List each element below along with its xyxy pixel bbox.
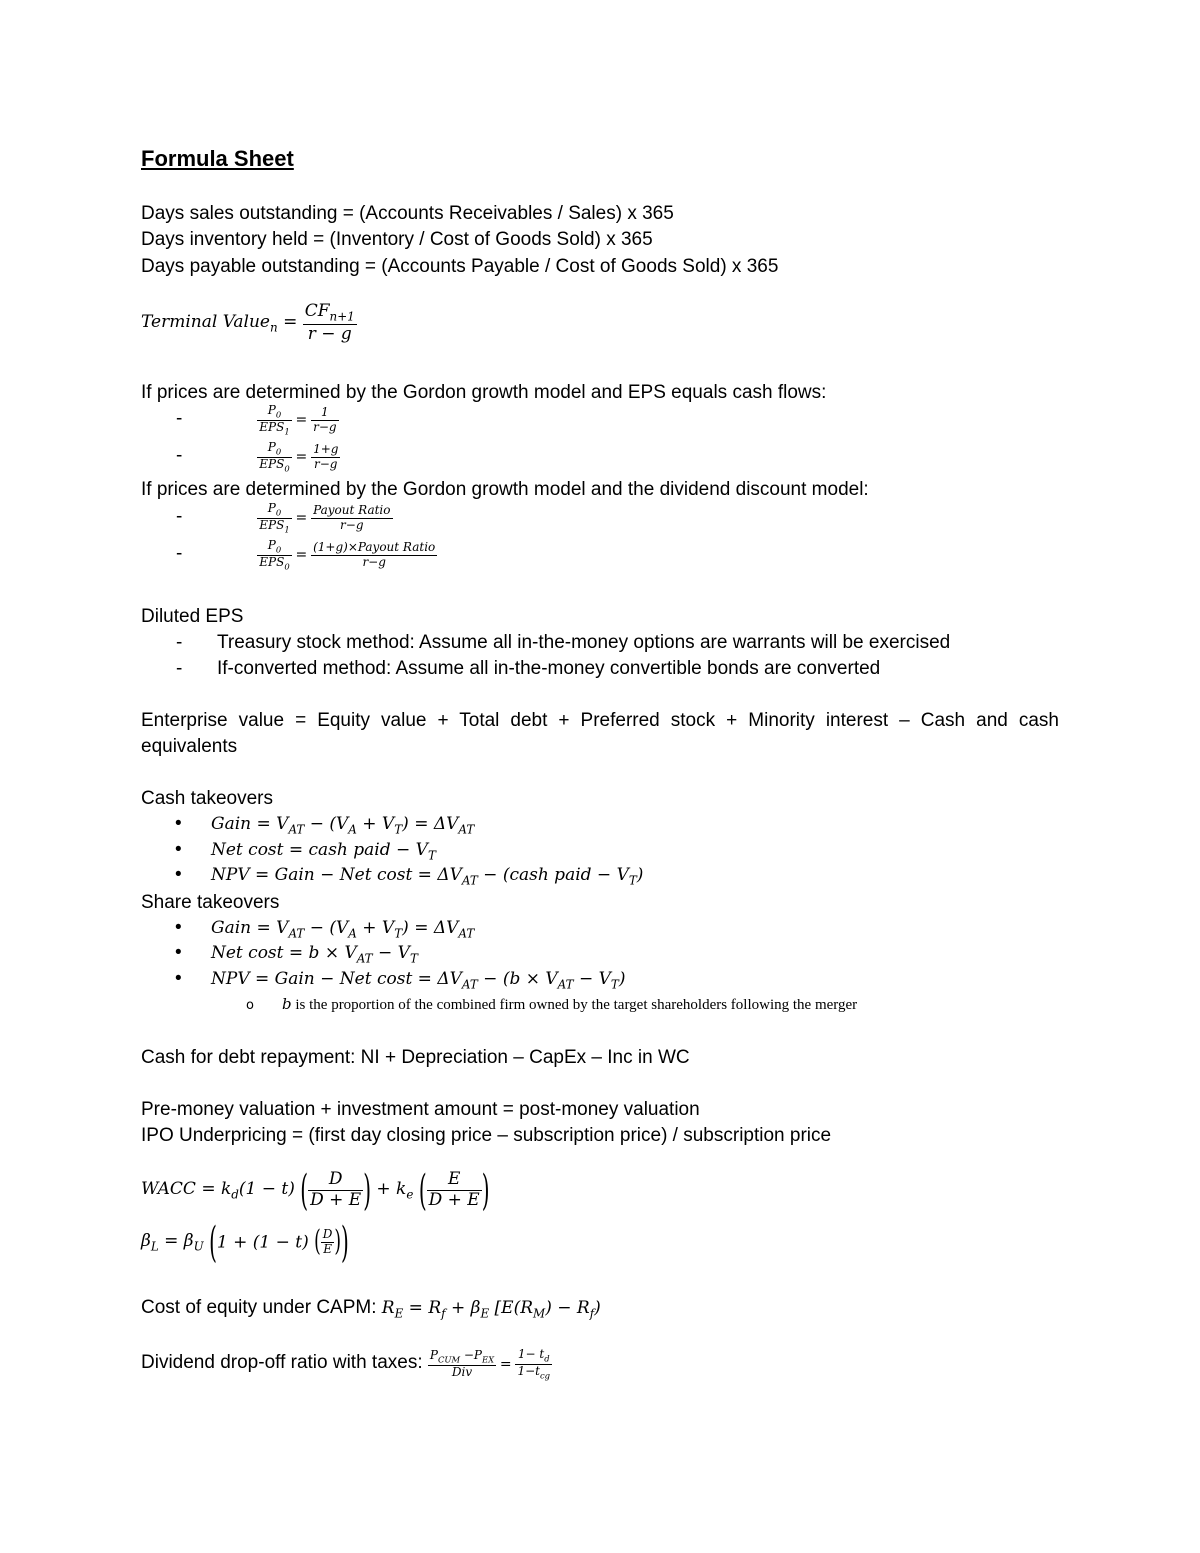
cash-gain-formula: • Gain = $V_{AT} - (V_A + V_T) = \Delta V_{AT}$ [141,813,474,836]
diluted-eps-heading: Diluted EPS [141,606,244,627]
pe-forward-formula: - $\frac{P_0}{EPS_1}$ = $\frac{1}{r-g}$ [176,403,337,437]
share-takeovers-heading: Share takeovers [141,892,280,913]
dash-marker: - [176,506,183,528]
pre-money-valuation: Pre-money valuation + investment amount = post-money valuation [141,1099,700,1120]
circle-marker: o [246,998,254,1013]
cash-debt-repayment: Cash for debt repayment: NI + Depreciation – CapEx – Inc in WC [141,1047,690,1068]
if-converted-method: If-converted method: Assume all in-the-money convertible bonds are converted [217,658,881,679]
bullet-marker: • [175,813,182,834]
cash-takeovers-heading: Cash takeovers [141,788,274,809]
cash-net-cost-formula: • Net cost = cash paid − $V_T$ [141,839,436,862]
ddm-trailing-formula: - $\frac{P_0}{EPS_0}$ = $\frac{\text{(1+g)×Payout Ratio}}{r-g}$ [176,538,436,572]
treasury-stock-method: Treasury stock method: Assume all in-the-money options are warrants will be exercised [217,632,951,653]
ddm-forward-formula: - $\frac{P_0}{EPS_1}$ = $\frac{\text{Payout Ratio}}{r-g}$ [176,501,391,535]
dividend-dropoff-formula: Dividend drop-off ratio with taxes: $\frac{P_{CUM} -P_{EX}}{\text{Div}}$ = $\frac{1- t_d}{1-t_{cg}}$ [141,1347,551,1381]
share-note-text: is the proportion of the combined firm owned by the target shareholders following the merger [295,997,858,1013]
dash-marker: - [176,543,183,565]
diluted-item [176,658,880,680]
bullet-marker: • [175,839,182,860]
wacc-formula: WACC = $k_d(1 - t)$ ( $\frac{D}{D + E}$ ) + $k_e$ ( $\frac{E}{D + E}$ ) [141,1164,490,1216]
gordon-eps-heading: If prices are determined by the Gordon growth model and EPS equals cash flows: [141,382,827,403]
days-payable-outstanding: Days payable outstanding = (Accounts Payable / Cost of Goods Sold) x 365 [141,256,779,277]
days-sales-outstanding: Days sales outstanding = (Accounts Receivables / Sales) x 365 [141,203,674,224]
capm-formula: Cost of equity under CAPM: $R_E = R_f + \beta_E$ $[E(R_M) - R_f)$ [141,1297,601,1321]
enterprise-value-line1: Enterprise value = Equity value + Total debt + Preferred stock + Minority interest – Cash and cash [141,710,1059,731]
bullet-marker: • [175,942,182,963]
enterprise-value-line2: equivalents [141,736,238,757]
gordon-ddm-heading: If prices are determined by the Gordon growth model and the dividend discount model: [141,479,869,500]
diluted-item [176,632,950,654]
capm-label: Cost of equity under CAPM: [141,1297,377,1318]
dash-marker: - [176,408,183,430]
levered-beta-formula: $\beta_L = \beta_U$ (1 + (1 − t) ( $\frac{D}{E}$ )) [141,1217,349,1268]
pe-trailing-formula: - $\frac{P_0}{EPS_0}$ = $\frac{1+g}{r-g}$ [176,440,339,474]
share-note: o b is the proportion of the combined firm owned by the target shareholders following the merger [246,995,858,1013]
share-gain-formula: • Gain = $V_{AT} - (V_A + V_T) = \Delta V_{AT}$ [141,917,474,940]
cash-npv-formula: • NPV = Gain − Net $\cos t = \Delta V_{AT}$ − (cash paid − $V_T$) [141,864,643,887]
ipo-underpricing: IPO Underpricing = (first day closing price – subscription price) / subscription price [141,1125,832,1146]
page-title: Formula Sheet [141,146,294,171]
share-net-cost-formula: • Net $\cos t = b \times V_{AT} - V_T$ [141,942,418,965]
bullet-marker: • [175,917,182,938]
bullet-marker: • [175,864,182,885]
terminal-value-formula: Terminal Value$_n$ = $\frac{CF_{n+1}}{r - g}$ [141,301,355,345]
bullet-marker: • [175,968,182,989]
dash-marker: - [176,632,183,653]
days-inventory-held: Days inventory held = (Inventory / Cost of Goods Sold) x 365 [141,229,653,250]
share-npv-formula: • NPV = Gain − Net $\cos t = \Delta V_{AT} - (b \times V_{AT} - V_T)$ [141,968,625,991]
dividend-label: Dividend drop-off ratio with taxes: [141,1352,423,1374]
dash-marker: - [176,445,183,467]
dash-marker: - [176,658,183,679]
